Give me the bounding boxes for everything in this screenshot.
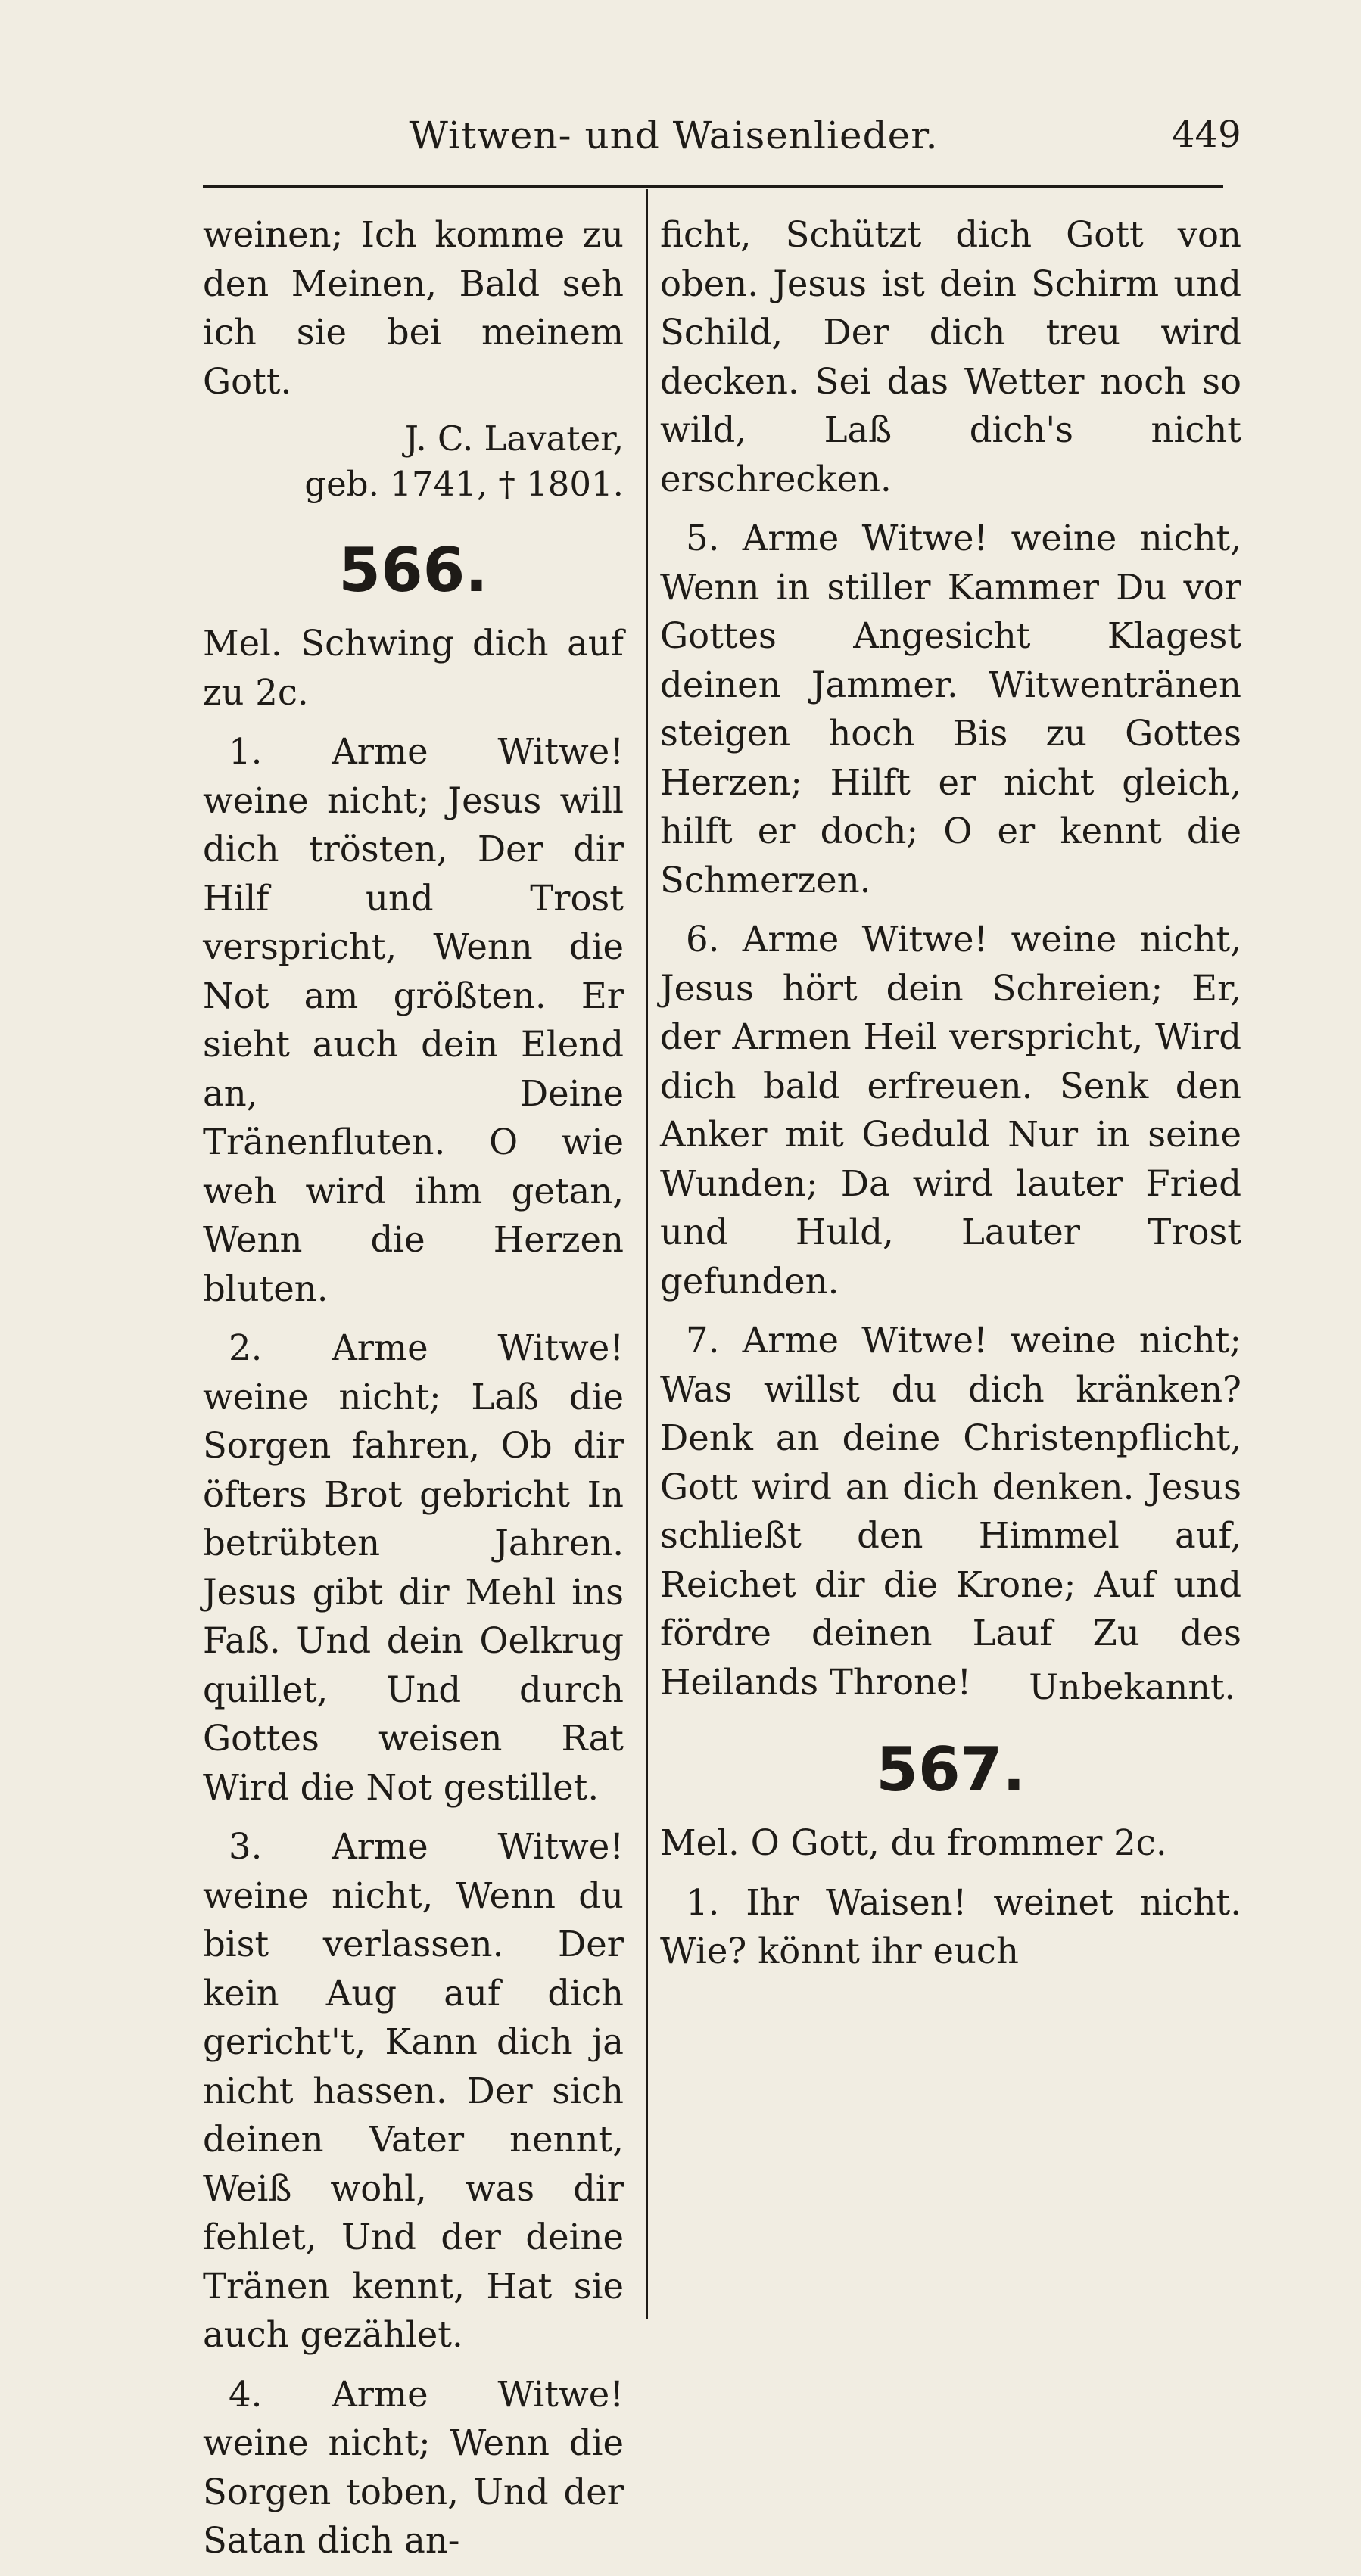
- stanza-4: 4. Arme Witwe! weine nicht; Wenn die Sorgen toben, Und der Satan dich an-: [203, 2373, 624, 2561]
- hymn-number-566: 566.: [338, 535, 488, 605]
- page-number: 449: [1172, 114, 1241, 156]
- melody-line: Mel. O Gott, du frommer 2c.: [660, 1822, 1167, 1863]
- continuation-text: ficht, Schützt dich Gott von oben. Jesus ist dein Schirm und Schild, Der dich treu wird decken. Sei das Wetter noch so wild, Laß dich's nicht erschrecken.: [660, 214, 1241, 499]
- header-rule: [203, 185, 1223, 188]
- attribution-dates: geb. 1741, † 1801.: [304, 464, 624, 504]
- author-attribution: Unbekannt.: [1029, 1666, 1235, 1707]
- stanza-1: 1. Ihr Waisen! weinet nicht. Wie? könnt ihr euch: [660, 1881, 1241, 1971]
- stanza-6: 6. Arme Witwe! weine nicht, Jesus hört dein Schreien; Er, der Armen Heil verspricht, Wird dich bald erfreuen. Senk den Anker mit Geduld Nur in seine Wunden; Da wird lauter Fried und Huld, Lauter Trost gefunden.: [660, 919, 1241, 1302]
- melody-line: Mel. Schwing dich auf zu 2c.: [203, 623, 624, 713]
- stanza-5: 5. Arme Witwe! weine nicht, Wenn in stiller Kammer Du vor Gottes Angesicht Klagest deinen Jammer. Witwentränen steigen hoch Bis zu Gottes Herzen; Hilft er nicht gleich, hilft er doch; O er kennt die Schmerzen.: [660, 518, 1241, 901]
- attribution: [203, 416, 624, 507]
- attribution-name: J. C. Lavater,: [404, 418, 624, 459]
- right-column: [660, 210, 1241, 1986]
- running-head: Witwen- und Waisenlieder.: [409, 114, 939, 157]
- continuation-text: weinen; Ich komme zu den Meinen, Bald seh ich sie bei meinem Gott.: [203, 214, 624, 402]
- stanza-2: 2. Arme Witwe! weine nicht; Laß die Sorgen fahren, Ob dir öfters Brot gebricht In betrübten Jahren. Jesus gibt dir Mehl ins Faß. Und dein Oelkrug quillet, Und durch Gottes weisen Rat Wird die Not gestillet.: [203, 1327, 624, 1808]
- left-column: [203, 210, 624, 2576]
- stanza-3: 3. Arme Witwe! weine nicht, Wenn du bist verlassen. Der kein Aug auf dich gericht't, Kann dich ja nicht hassen. Der sich deinen Vater nennt, Weiß wohl, was dir fehlet, Und der deine Tränen kennt, Hat sie auch gezählet.: [203, 1826, 624, 2355]
- stanza-1: 1. Arme Witwe! weine nicht; Jesus will dich trösten, Der dir Hilf und Trost verspricht, Wenn die Not am größten. Er sieht auch dein Elend an, Deine Tränenfluten. O wie weh wird ihm getan, Wenn die Herzen bluten.: [203, 731, 624, 1309]
- column-divider: [646, 189, 648, 2319]
- hymn-number-567: 567.: [876, 1734, 1026, 1805]
- stanza-7: 7. Arme Witwe! weine nicht; Was willst du dich kränken? Denk an deine Christenpflicht, Gott wird an dich denken. Jesus schließt den Himmel auf, Reichet dir die Krone; Auf und fördre deinen Lauf Zu des Heilands Throne!: [660, 1320, 1241, 1703]
